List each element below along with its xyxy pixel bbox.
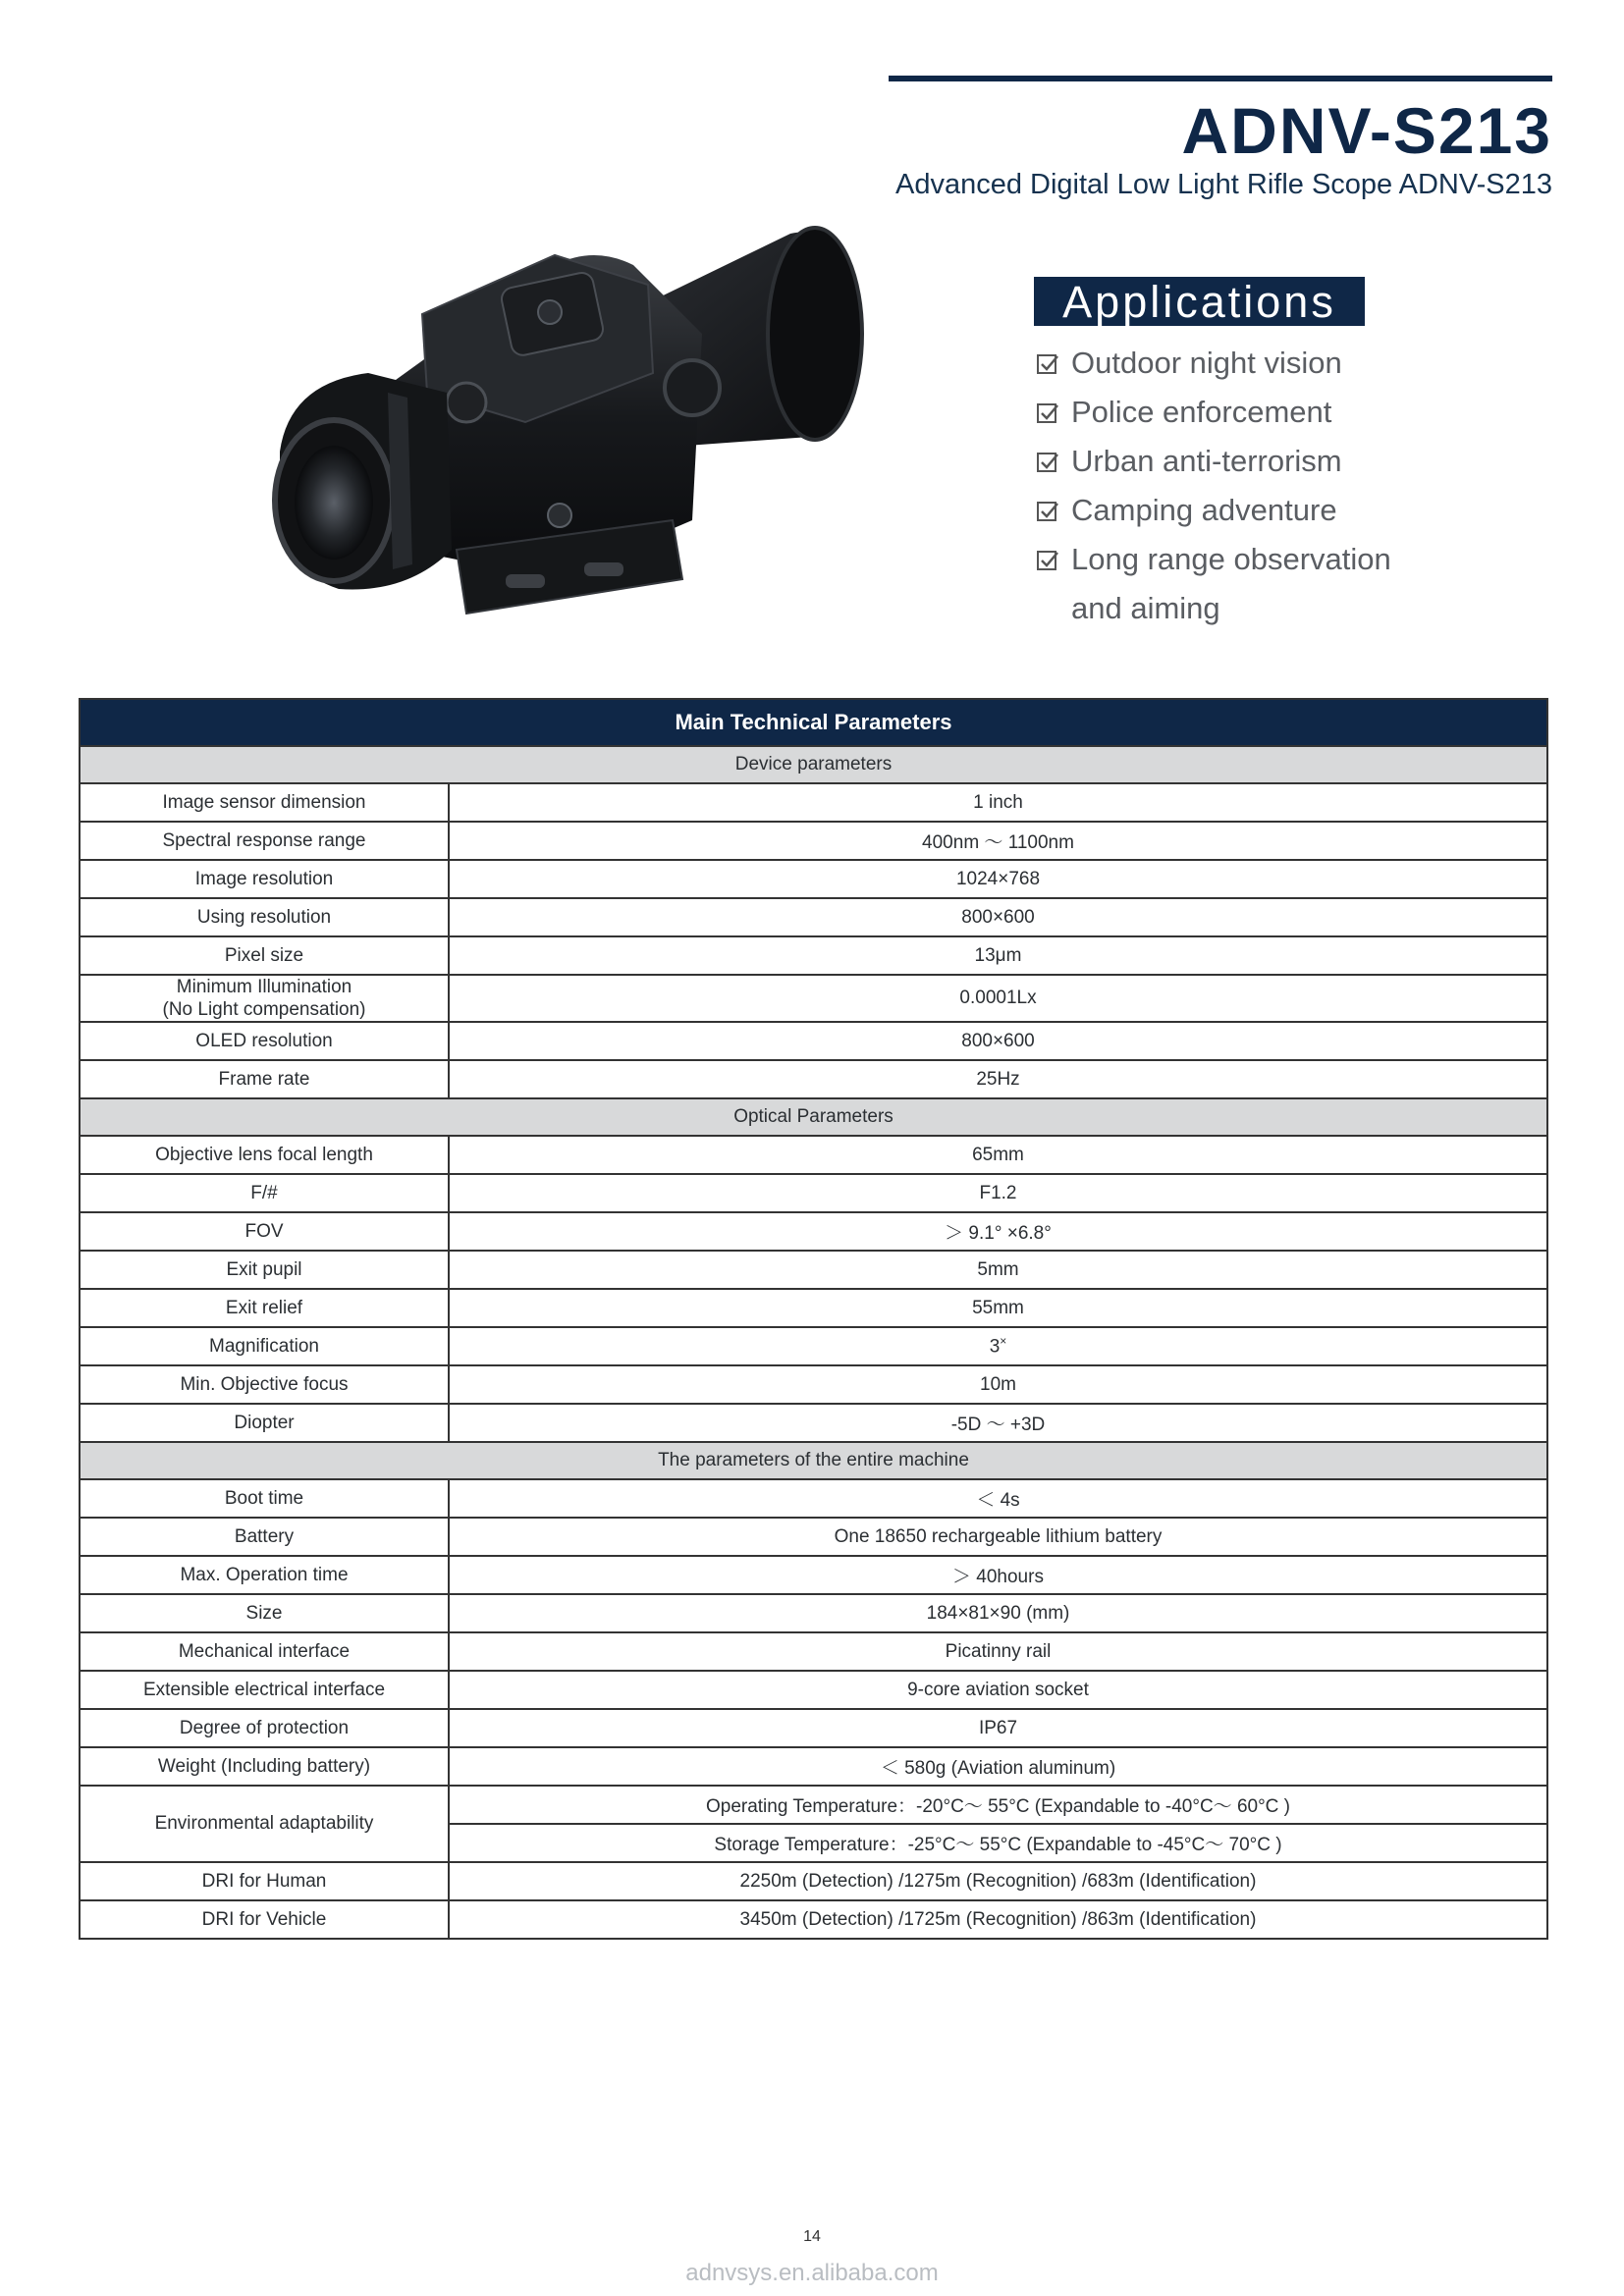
param-label: Diopter — [80, 1404, 449, 1442]
section-header-machine: The parameters of the entire machine — [80, 1442, 1547, 1479]
footer-url: adnvsys.en.alibaba.com — [685, 2260, 939, 2286]
param-value: 2250m (Detection) /1275m (Recognition) /683m (Identification) — [449, 1862, 1547, 1900]
param-value-text: 3 — [989, 1336, 1001, 1358]
param-label-line: (No Light compensation) — [162, 999, 366, 1020]
page-number: 14 — [803, 2228, 821, 2245]
param-value: 800×600 — [449, 898, 1547, 936]
table-row — [80, 1060, 1547, 1098]
param-label: FOV — [80, 1212, 449, 1251]
table-row — [80, 860, 1547, 898]
table-row — [80, 1709, 1547, 1747]
table-row — [80, 1136, 1547, 1174]
param-value-superscript: × — [1000, 1334, 1007, 1349]
application-label: Outdoor night vision — [1071, 346, 1342, 380]
table-row — [80, 1786, 1547, 1824]
param-label: Image sensor dimension — [80, 783, 449, 822]
table-row — [80, 1212, 1547, 1251]
table-row — [80, 1404, 1547, 1442]
table-row — [80, 936, 1547, 975]
param-value: 1 inch — [449, 783, 1547, 822]
table-row — [80, 1251, 1547, 1289]
section-header-optical: Optical Parameters — [80, 1098, 1547, 1136]
param-label: Environmental adaptability — [80, 1786, 449, 1862]
param-label: Exit pupil — [80, 1251, 449, 1289]
param-label: Pixel size — [80, 936, 449, 975]
param-value: Operating Temperature：-20°C～ 55°C (Expandable to -40°C～ 60°C ) — [449, 1786, 1547, 1824]
param-label: Degree of protection — [80, 1709, 449, 1747]
param-value: 800×600 — [449, 1022, 1547, 1060]
table-row — [80, 1022, 1547, 1060]
param-label — [80, 975, 449, 1022]
application-item — [1036, 440, 1391, 489]
spec-table-title: Main Technical Parameters — [80, 699, 1547, 746]
application-item — [1036, 538, 1391, 587]
param-value: 9-core aviation socket — [449, 1671, 1547, 1709]
param-value: 13μm — [449, 936, 1547, 975]
param-label: Min. Objective focus — [80, 1365, 449, 1404]
table-row — [80, 1671, 1547, 1709]
table-row — [80, 1900, 1547, 1939]
applications-heading: Applications — [1034, 277, 1365, 326]
table-row — [80, 1327, 1547, 1365]
table-row — [80, 1594, 1547, 1632]
table-row — [80, 1289, 1547, 1327]
table-row — [80, 1747, 1547, 1786]
param-value: 55mm — [449, 1289, 1547, 1327]
spec-table — [79, 698, 1548, 1940]
param-value: 1024×768 — [449, 860, 1547, 898]
param-label: DRI for Human — [80, 1862, 449, 1900]
param-label: Image resolution — [80, 860, 449, 898]
param-value: Picatinny rail — [449, 1632, 1547, 1671]
param-value: -5D ～ +3D — [449, 1404, 1547, 1442]
table-row — [80, 1174, 1547, 1212]
param-label: Exit relief — [80, 1289, 449, 1327]
param-value: ＞ 40hours — [449, 1556, 1547, 1594]
header-rule — [889, 76, 1552, 81]
application-item — [1036, 391, 1391, 440]
param-value: ＞ 9.1° ×6.8° — [449, 1212, 1547, 1251]
application-item — [1036, 342, 1391, 391]
param-value: 3450m (Detection) /1725m (Recognition) /863m (Identification) — [449, 1900, 1547, 1939]
application-item-continuation: and aiming — [1071, 591, 1220, 625]
param-value: Storage Temperature：-25°C～ 55°C (Expandable to -45°C～ 70°C ) — [449, 1824, 1547, 1862]
param-label: Using resolution — [80, 898, 449, 936]
application-label: Long range observation — [1071, 542, 1391, 576]
param-value: 25Hz — [449, 1060, 1547, 1098]
table-row — [80, 783, 1547, 822]
table-row — [80, 1862, 1547, 1900]
table-row — [80, 898, 1547, 936]
param-value: 400nm ～ 1100nm — [449, 822, 1547, 860]
param-value: F1.2 — [449, 1174, 1547, 1212]
model-title: ADNV-S213 — [1181, 94, 1552, 167]
checkbox-checked-icon — [1036, 451, 1059, 474]
param-label: Extensible electrical interface — [80, 1671, 449, 1709]
param-label: Battery — [80, 1518, 449, 1556]
application-item — [1036, 489, 1391, 538]
section-header-device: Device parameters — [80, 746, 1547, 783]
checkbox-checked-icon — [1036, 500, 1059, 523]
application-label: Urban anti-terrorism — [1071, 444, 1342, 478]
param-label-line: Minimum Illumination — [176, 977, 352, 997]
applications-list — [1036, 342, 1391, 630]
param-label: Boot time — [80, 1479, 449, 1518]
table-row — [80, 1632, 1547, 1671]
param-label: DRI for Vehicle — [80, 1900, 449, 1939]
param-value: 65mm — [449, 1136, 1547, 1174]
param-label: Objective lens focal length — [80, 1136, 449, 1174]
param-value: IP67 — [449, 1709, 1547, 1747]
param-label: Frame rate — [80, 1060, 449, 1098]
param-label: Size — [80, 1594, 449, 1632]
table-row — [80, 1479, 1547, 1518]
param-label: F/# — [80, 1174, 449, 1212]
checkbox-checked-icon — [1036, 549, 1059, 572]
param-label: Max. Operation time — [80, 1556, 449, 1594]
param-label: Magnification — [80, 1327, 449, 1365]
table-row — [80, 1518, 1547, 1556]
param-label: Weight (Including battery) — [80, 1747, 449, 1786]
application-label: Police enforcement — [1071, 395, 1332, 429]
table-row — [80, 822, 1547, 860]
table-row — [80, 975, 1547, 1022]
param-value: One 18650 rechargeable lithium battery — [449, 1518, 1547, 1556]
param-value: ＜ 580g (Aviation aluminum) — [449, 1747, 1547, 1786]
table-row — [80, 1556, 1547, 1594]
param-value: 184×81×90 (mm) — [449, 1594, 1547, 1632]
param-value: 10m — [449, 1365, 1547, 1404]
product-subtitle: Advanced Digital Low Light Rifle Scope ADNV-S213 — [895, 169, 1552, 200]
param-value: 0.0001Lx — [449, 975, 1547, 1022]
param-value — [449, 1327, 1547, 1365]
checkbox-checked-icon — [1036, 401, 1059, 425]
param-value: ＜ 4s — [449, 1479, 1547, 1518]
param-value: 5mm — [449, 1251, 1547, 1289]
table-row — [80, 1365, 1547, 1404]
application-label: Camping adventure — [1071, 493, 1337, 527]
param-label: Mechanical interface — [80, 1632, 449, 1671]
param-label: Spectral response range — [80, 822, 449, 860]
product-image — [260, 226, 918, 638]
checkbox-checked-icon — [1036, 352, 1059, 376]
param-label: OLED resolution — [80, 1022, 449, 1060]
